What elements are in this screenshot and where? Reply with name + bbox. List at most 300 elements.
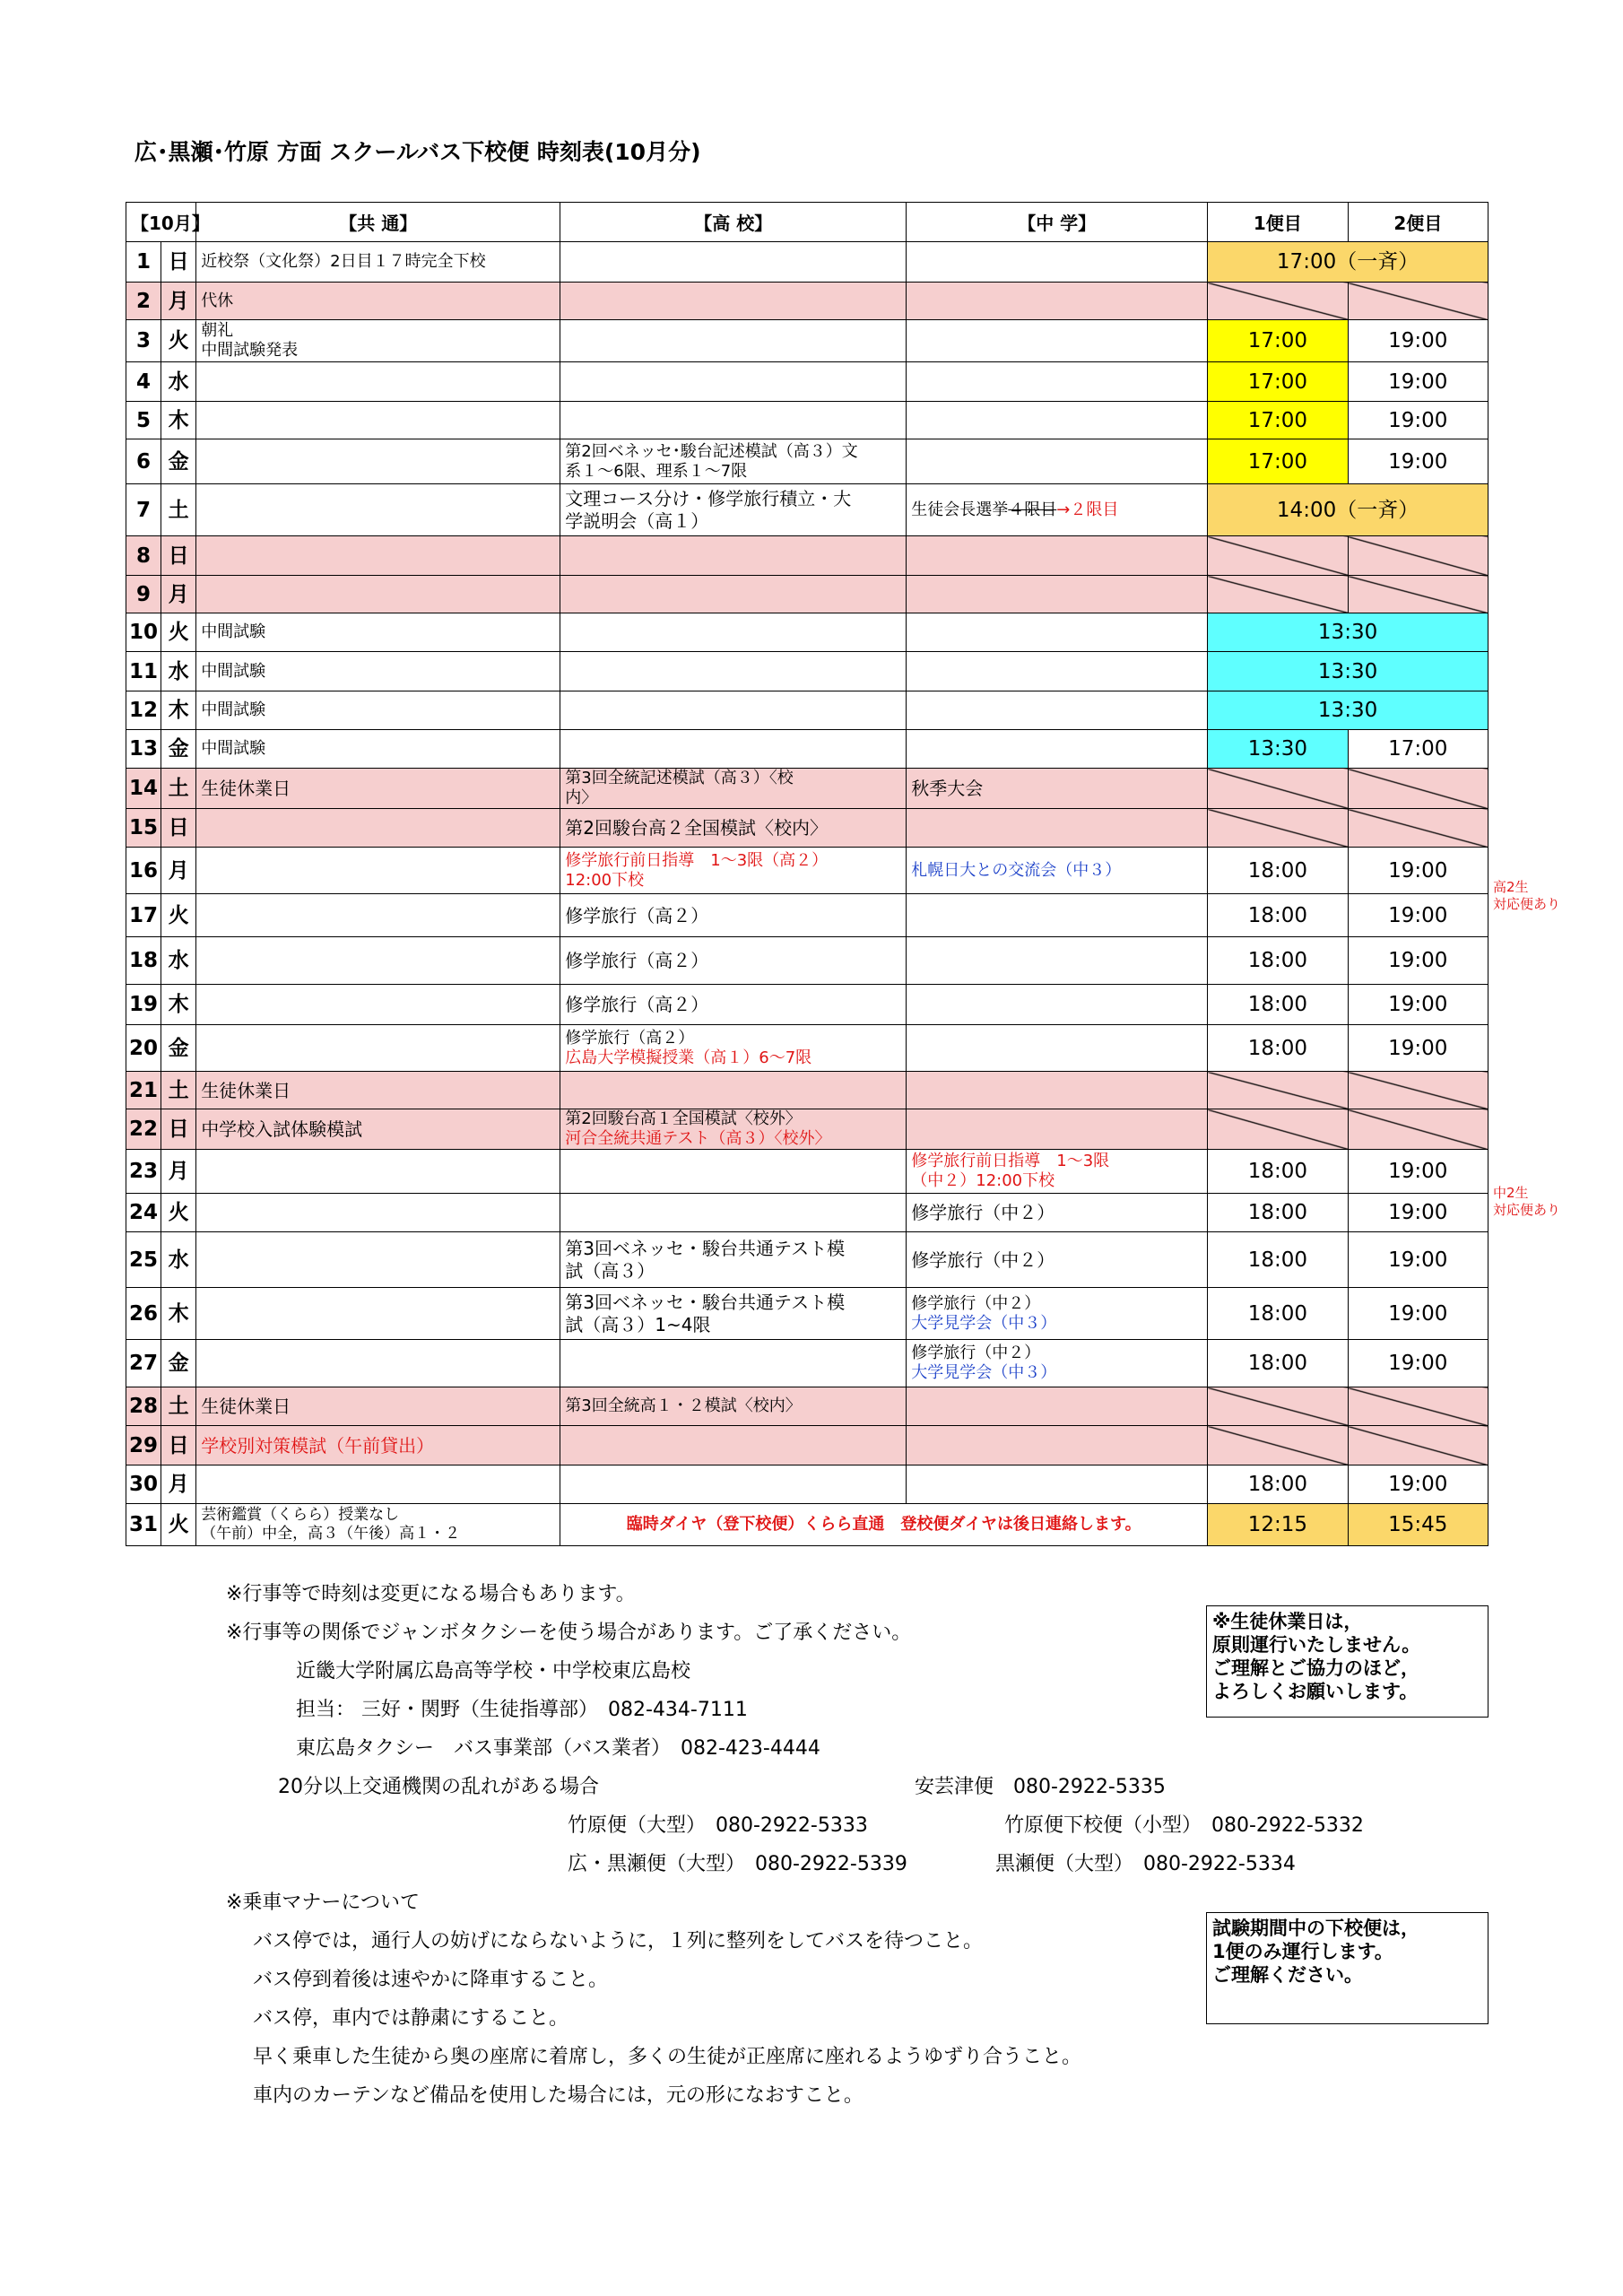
no-service-cell bbox=[1348, 1387, 1488, 1426]
common-cell bbox=[196, 985, 560, 1025]
bus-time-cell: 17:00（一斉） bbox=[1208, 242, 1488, 283]
common-cell: 生徒休業日 bbox=[196, 769, 560, 809]
weekday-cell: 火 bbox=[161, 1194, 196, 1232]
no-service-cell bbox=[1348, 576, 1488, 613]
day-cell: 16 bbox=[126, 848, 161, 894]
junior-text: 生徒会長選挙 bbox=[911, 500, 1009, 519]
junior-cell bbox=[907, 320, 1208, 362]
day-cell: 21 bbox=[126, 1072, 161, 1109]
no-service-cell bbox=[1208, 1387, 1348, 1426]
bus2-time: 19:00 bbox=[1348, 320, 1488, 362]
high-cell bbox=[560, 320, 907, 362]
table-row bbox=[126, 652, 1488, 691]
day-cell: 2 bbox=[126, 283, 161, 320]
table-row bbox=[126, 985, 1488, 1025]
bus1-time: 17:00 bbox=[1208, 362, 1348, 402]
no-service-cell bbox=[1348, 283, 1488, 320]
high-cell bbox=[560, 1426, 907, 1465]
bus2-time: 19:00 bbox=[1348, 402, 1488, 439]
table-row bbox=[126, 848, 1488, 894]
side-note bbox=[1493, 879, 1560, 913]
common-cell bbox=[196, 1150, 560, 1194]
common-line: 中間試験発表 bbox=[201, 341, 299, 360]
junior-cell bbox=[907, 1288, 1208, 1340]
table-row bbox=[126, 1340, 1488, 1387]
bus2-time: 19:00 bbox=[1348, 985, 1488, 1025]
junior-cell: 修学旅行（中２） bbox=[907, 1232, 1208, 1288]
high-cell: 修学旅行（高２） bbox=[560, 937, 907, 985]
no-service-cell bbox=[1208, 283, 1348, 320]
bus-time-cell: 13:30 bbox=[1208, 613, 1488, 652]
high-cell bbox=[560, 613, 907, 652]
junior-cell bbox=[907, 439, 1208, 484]
day-cell: 15 bbox=[126, 809, 161, 848]
weekday-cell: 水 bbox=[161, 652, 196, 691]
changed-text: →２限目 bbox=[1056, 500, 1119, 519]
bus-time-cell: 13:30 bbox=[1208, 691, 1488, 730]
no-service-cell bbox=[1208, 536, 1348, 576]
bus1-time: 18:00 bbox=[1208, 985, 1348, 1025]
table-row bbox=[126, 1025, 1488, 1072]
no-service-cell bbox=[1208, 576, 1348, 613]
no-service-cell bbox=[1348, 769, 1488, 809]
weekday-cell: 水 bbox=[161, 362, 196, 402]
high-line: 系１～6限、理系１～7限 bbox=[565, 461, 748, 481]
delay-note: 20分以上交通機関の乱れがある場合 bbox=[278, 1776, 599, 1798]
no-service-cell bbox=[1348, 809, 1488, 848]
weekday-cell: 土 bbox=[161, 1387, 196, 1426]
school-name: 近畿大学附属広島高等学校・中学校東広島校 bbox=[296, 1660, 691, 1683]
bus1-time: 18:00 bbox=[1208, 894, 1348, 937]
common-cell bbox=[196, 894, 560, 937]
bus1-time: 18:00 bbox=[1208, 937, 1348, 985]
weekday-cell: 金 bbox=[161, 439, 196, 484]
table-row bbox=[126, 1072, 1488, 1109]
phone-line: 竹原便（大型） 080-2922-5333 bbox=[568, 1814, 868, 1837]
table-row bbox=[126, 937, 1488, 985]
weekday-cell: 月 bbox=[161, 283, 196, 320]
weekday-cell: 土 bbox=[161, 484, 196, 536]
high-cell bbox=[560, 769, 907, 809]
table-row bbox=[126, 576, 1488, 613]
phone-line: 広・黒瀬便（大型） 080-2922-5339 bbox=[568, 1853, 907, 1875]
page-title: 広･黒瀬･竹原 方面 スクールバス下校便 時刻表(10月分) bbox=[135, 139, 701, 165]
no-service-cell bbox=[1348, 1426, 1488, 1465]
high-cell bbox=[560, 1109, 907, 1150]
high-cell bbox=[560, 848, 907, 894]
box-line: 1便のみ運行します。 bbox=[1212, 1941, 1393, 1962]
phone-line: 安芸津便 080-2922-5335 bbox=[915, 1776, 1166, 1798]
high-line: 試（高３） bbox=[565, 1259, 655, 1282]
bus2-time: 19:00 bbox=[1348, 848, 1488, 894]
high-cell bbox=[560, 402, 907, 439]
day-cell: 3 bbox=[126, 320, 161, 362]
common-cell bbox=[196, 536, 560, 576]
common-line: （午前）中全，高３（午後）高１・２ bbox=[201, 1525, 461, 1543]
contact-line: 担当： 三好・関野（生徒指導部） 082-434-7111 bbox=[296, 1699, 748, 1721]
bus2-time: 19:00 bbox=[1348, 362, 1488, 402]
common-cell bbox=[196, 937, 560, 985]
junior-cell bbox=[907, 613, 1208, 652]
manner-line: 早く乗車した生徒から奥の座席に着席し，多くの生徒が正座席に座れるようゆずり合うこと。 bbox=[253, 2046, 1082, 2068]
table-row bbox=[126, 1232, 1488, 1288]
day-cell: 9 bbox=[126, 576, 161, 613]
weekday-cell: 金 bbox=[161, 1025, 196, 1072]
high-cell bbox=[560, 1465, 907, 1504]
high-cell: 修学旅行（高２） bbox=[560, 894, 907, 937]
common-cell: 中学校入試体験模試 bbox=[196, 1109, 560, 1150]
junior-cell bbox=[907, 402, 1208, 439]
junior-line: 大学見学会（中３） bbox=[911, 1313, 1057, 1333]
common-cell: 代休 bbox=[196, 283, 560, 320]
bus2-time: 19:00 bbox=[1348, 1150, 1488, 1194]
day-cell: 5 bbox=[126, 402, 161, 439]
table-row bbox=[126, 1288, 1488, 1340]
exam-notice-box bbox=[1206, 1912, 1488, 2024]
junior-cell bbox=[907, 484, 1208, 536]
day-cell: 6 bbox=[126, 439, 161, 484]
common-cell bbox=[196, 1340, 560, 1387]
table-row bbox=[126, 484, 1488, 536]
junior-cell bbox=[907, 242, 1208, 283]
weekday-cell: 日 bbox=[161, 242, 196, 283]
high-cell bbox=[560, 536, 907, 576]
weekday-cell: 火 bbox=[161, 1504, 196, 1546]
bus1-time: 18:00 bbox=[1208, 1232, 1348, 1288]
common-cell: 中間試験 bbox=[196, 652, 560, 691]
junior-cell bbox=[907, 809, 1208, 848]
junior-cell bbox=[907, 1387, 1208, 1426]
common-cell bbox=[196, 809, 560, 848]
high-cell bbox=[560, 1340, 907, 1387]
bus1-time: 12:15 bbox=[1208, 1504, 1348, 1546]
weekday-cell: 水 bbox=[161, 937, 196, 985]
no-service-cell bbox=[1208, 1426, 1348, 1465]
day-cell: 31 bbox=[126, 1504, 161, 1546]
header-high: 【高 校】 bbox=[560, 203, 907, 242]
bus2-time: 17:00 bbox=[1348, 730, 1488, 769]
day-cell: 27 bbox=[126, 1340, 161, 1387]
bus-time-cell: 13:30 bbox=[1208, 652, 1488, 691]
day-cell: 29 bbox=[126, 1426, 161, 1465]
junior-cell: 修学旅行（中２） bbox=[907, 1194, 1208, 1232]
common-cell bbox=[196, 1504, 560, 1546]
weekday-cell: 日 bbox=[161, 809, 196, 848]
junior-cell bbox=[907, 536, 1208, 576]
high-cell bbox=[560, 242, 907, 283]
high-line: 内〉 bbox=[565, 788, 598, 807]
day-cell: 12 bbox=[126, 691, 161, 730]
box-line: 原則運行いたしません。 bbox=[1212, 1634, 1421, 1656]
table-row bbox=[126, 894, 1488, 937]
company-line: 東広島タクシー バス事業部（バス業者） 082-423-4444 bbox=[296, 1737, 820, 1760]
table-row bbox=[126, 730, 1488, 769]
junior-line: 大学見学会（中３） bbox=[911, 1363, 1057, 1382]
day-cell: 26 bbox=[126, 1288, 161, 1340]
bus1-time: 17:00 bbox=[1208, 439, 1348, 484]
manner-line: バス停では，通行人の妨げにならないように，１列に整列をしてバスを待つこと。 bbox=[253, 1930, 984, 1952]
table-row bbox=[126, 320, 1488, 362]
high-cell bbox=[560, 1232, 907, 1288]
phone-line: 竹原便下校便（小型） 080-2922-5332 bbox=[1004, 1814, 1364, 1837]
no-service-cell bbox=[1208, 1072, 1348, 1109]
no-service-cell bbox=[1208, 809, 1348, 848]
bus2-time: 19:00 bbox=[1348, 1232, 1488, 1288]
box-line: ご理解とご協力のほど， bbox=[1212, 1657, 1419, 1679]
side-note-line: 対応便あり bbox=[1493, 896, 1561, 912]
manner-line: バス停，車内では静粛にすること。 bbox=[253, 2007, 569, 2030]
common-cell: 中間試験 bbox=[196, 691, 560, 730]
bus1-time: 17:00 bbox=[1208, 320, 1348, 362]
weekday-cell: 日 bbox=[161, 1109, 196, 1150]
bus2-time: 19:00 bbox=[1348, 1194, 1488, 1232]
day-cell: 20 bbox=[126, 1025, 161, 1072]
high-cell: 第2回駿台高２全国模試〈校内〉 bbox=[560, 809, 907, 848]
table-row bbox=[126, 1194, 1488, 1232]
high-cell bbox=[560, 1072, 907, 1109]
common-line: 芸術鑑賞（くらら）授業なし bbox=[201, 1506, 400, 1524]
day-cell: 11 bbox=[126, 652, 161, 691]
high-line: 第3回全統記述模試（高３）〈校 bbox=[565, 769, 794, 787]
high-cell bbox=[560, 439, 907, 484]
high-cell bbox=[560, 1194, 907, 1232]
high-line: 修学旅行前日指導 1～3限（高２） bbox=[565, 850, 829, 870]
header-month: 【10月】 bbox=[126, 203, 196, 242]
phone-line: 黒瀬便（大型） 080-2922-5334 bbox=[995, 1853, 1296, 1875]
junior-line: 修学旅行前日指導 1～3限 bbox=[911, 1152, 1110, 1170]
table-row bbox=[126, 769, 1488, 809]
header-common: 【共 通】 bbox=[196, 203, 560, 242]
junior-cell bbox=[907, 576, 1208, 613]
day-cell: 13 bbox=[126, 730, 161, 769]
table-row bbox=[126, 1504, 1488, 1546]
weekday-cell: 土 bbox=[161, 769, 196, 809]
junior-cell bbox=[907, 1025, 1208, 1072]
common-cell: 生徒休業日 bbox=[196, 1387, 560, 1426]
junior-line: 修学旅行（中２） bbox=[911, 1293, 1041, 1313]
bus1-time: 18:00 bbox=[1208, 848, 1348, 894]
table-row bbox=[126, 1109, 1488, 1150]
day-cell: 19 bbox=[126, 985, 161, 1025]
header-bus1: 1便目 bbox=[1208, 203, 1348, 242]
box-line: よろしくお願いします。 bbox=[1212, 1681, 1419, 1702]
common-cell bbox=[196, 1025, 560, 1072]
junior-cell bbox=[907, 1109, 1208, 1150]
box-line: 試験期間中の下校便は， bbox=[1212, 1918, 1419, 1939]
weekday-cell: 金 bbox=[161, 730, 196, 769]
day-cell: 17 bbox=[126, 894, 161, 937]
common-cell bbox=[196, 484, 560, 536]
junior-cell: 札幌日大との交流会（中３） bbox=[907, 848, 1208, 894]
table-row bbox=[126, 1387, 1488, 1426]
bus2-time: 19:00 bbox=[1348, 1025, 1488, 1072]
weekday-cell: 木 bbox=[161, 985, 196, 1025]
high-cell: 修学旅行（高２） bbox=[560, 985, 907, 1025]
common-cell bbox=[196, 1465, 560, 1504]
bus1-time: 18:00 bbox=[1208, 1025, 1348, 1072]
weekday-cell: 月 bbox=[161, 1465, 196, 1504]
high-cell bbox=[560, 362, 907, 402]
side-note-line: 中2生 bbox=[1493, 1185, 1529, 1201]
day-cell: 30 bbox=[126, 1465, 161, 1504]
bus2-time: 19:00 bbox=[1348, 1288, 1488, 1340]
junior-cell bbox=[907, 652, 1208, 691]
table-row bbox=[126, 283, 1488, 320]
timetable bbox=[126, 202, 1488, 1546]
junior-cell bbox=[907, 1072, 1208, 1109]
bus2-time: 19:00 bbox=[1348, 1465, 1488, 1504]
bus1-time: 17:00 bbox=[1208, 402, 1348, 439]
manner-line: バス停到着後は速やかに降車すること。 bbox=[253, 1969, 609, 1991]
junior-cell bbox=[907, 730, 1208, 769]
side-note bbox=[1493, 1185, 1560, 1219]
header-bus2: 2便目 bbox=[1348, 203, 1488, 242]
day-cell: 10 bbox=[126, 613, 161, 652]
bus1-time: 18:00 bbox=[1208, 1288, 1348, 1340]
high-line: 試（高３）1~4限 bbox=[565, 1313, 711, 1335]
common-cell: 中間試験 bbox=[196, 730, 560, 769]
weekday-cell: 日 bbox=[161, 536, 196, 576]
day-cell: 4 bbox=[126, 362, 161, 402]
weekday-cell: 木 bbox=[161, 691, 196, 730]
high-cell bbox=[560, 730, 907, 769]
junior-cell bbox=[907, 985, 1208, 1025]
high-line: 第2回駿台高１全国模試〈校外〉 bbox=[565, 1109, 802, 1128]
common-cell bbox=[196, 1194, 560, 1232]
header-junior: 【中 学】 bbox=[907, 203, 1208, 242]
weekday-cell: 月 bbox=[161, 848, 196, 894]
high-cell: 第3回全統高１・２模試〈校内〉 bbox=[560, 1387, 907, 1426]
junior-cell bbox=[907, 937, 1208, 985]
high-line: 第3回ベネッセ・駿台共通テスト模 bbox=[565, 1237, 846, 1259]
holiday-notice-box bbox=[1206, 1605, 1488, 1718]
common-cell bbox=[196, 320, 560, 362]
weekday-cell: 火 bbox=[161, 613, 196, 652]
box-line: ※生徒休業日は， bbox=[1212, 1611, 1363, 1632]
bus1-time: 18:00 bbox=[1208, 1340, 1348, 1387]
no-service-cell bbox=[1208, 1109, 1348, 1150]
table-row bbox=[126, 439, 1488, 484]
table-row bbox=[126, 536, 1488, 576]
bus1-time: 18:00 bbox=[1208, 1150, 1348, 1194]
weekday-cell: 土 bbox=[161, 1072, 196, 1109]
high-cell bbox=[560, 283, 907, 320]
table-row bbox=[126, 1150, 1488, 1194]
junior-cell bbox=[907, 362, 1208, 402]
table-row bbox=[126, 242, 1488, 283]
common-cell bbox=[196, 402, 560, 439]
bus2-time: 19:00 bbox=[1348, 439, 1488, 484]
table-row bbox=[126, 362, 1488, 402]
bus-time-cell: 14:00（一斉） bbox=[1208, 484, 1488, 536]
junior-line: 修学旅行（中２） bbox=[911, 1344, 1041, 1362]
bus1-time: 18:00 bbox=[1208, 1465, 1348, 1504]
high-cell bbox=[560, 691, 907, 730]
table-row bbox=[126, 613, 1488, 652]
junior-cell bbox=[907, 894, 1208, 937]
junior-cell bbox=[907, 1150, 1208, 1194]
notice-line: ※行事等で時刻は変更になる場合もあります。 bbox=[226, 1583, 636, 1605]
junior-cell bbox=[907, 1465, 1208, 1504]
common-cell bbox=[196, 1232, 560, 1288]
high-cell bbox=[560, 652, 907, 691]
high-cell bbox=[560, 1150, 907, 1194]
weekday-cell: 日 bbox=[161, 1426, 196, 1465]
high-line: 修学旅行（高２） bbox=[565, 1028, 695, 1048]
common-cell bbox=[196, 362, 560, 402]
table-row bbox=[126, 1426, 1488, 1465]
weekday-cell: 木 bbox=[161, 1288, 196, 1340]
notice-line: ※行事等の関係でジャンボタクシーを使う場合があります。ご了承ください。 bbox=[226, 1622, 912, 1644]
table-row bbox=[126, 402, 1488, 439]
bus2-time: 19:00 bbox=[1348, 937, 1488, 985]
weekday-cell: 水 bbox=[161, 1232, 196, 1288]
high-cell bbox=[560, 576, 907, 613]
no-service-cell bbox=[1348, 1109, 1488, 1150]
no-service-cell bbox=[1348, 1072, 1488, 1109]
high-line: 12:00下校 bbox=[565, 870, 645, 890]
day-cell: 14 bbox=[126, 769, 161, 809]
manner-title: ※乗車マナーについて bbox=[226, 1892, 420, 1914]
table-row bbox=[126, 691, 1488, 730]
special-schedule-cell: 臨時ダイヤ（登下校便）くらら直通 登校便ダイヤは後日連絡します。 bbox=[560, 1504, 1208, 1546]
table-row bbox=[126, 1465, 1488, 1504]
bus1-time: 18:00 bbox=[1208, 1194, 1348, 1232]
common-cell bbox=[196, 848, 560, 894]
common-cell: 生徒休業日 bbox=[196, 1072, 560, 1109]
day-cell: 25 bbox=[126, 1232, 161, 1288]
weekday-cell: 月 bbox=[161, 576, 196, 613]
no-service-cell bbox=[1208, 769, 1348, 809]
day-cell: 8 bbox=[126, 536, 161, 576]
high-cell bbox=[560, 1025, 907, 1072]
bus2-time: 19:00 bbox=[1348, 894, 1488, 937]
junior-cell bbox=[907, 1340, 1208, 1387]
high-line: 広島大学模擬授業（高１）6～7限 bbox=[565, 1048, 812, 1067]
common-cell bbox=[196, 1288, 560, 1340]
common-cell: 近校祭（文化祭）2日目１７時完全下校 bbox=[196, 242, 560, 283]
weekday-cell: 金 bbox=[161, 1340, 196, 1387]
bus2-time: 15:45 bbox=[1348, 1504, 1488, 1546]
no-service-cell bbox=[1348, 536, 1488, 576]
junior-line: （中２）12:00下校 bbox=[911, 1171, 1055, 1190]
high-line: 第2回ベネッセ･駿台記述模試（高３）文 bbox=[565, 441, 858, 461]
weekday-cell: 火 bbox=[161, 320, 196, 362]
common-cell: 学校別対策模試（午前貸出） bbox=[196, 1426, 560, 1465]
common-cell bbox=[196, 576, 560, 613]
day-cell: 24 bbox=[126, 1194, 161, 1232]
weekday-cell: 火 bbox=[161, 894, 196, 937]
weekday-cell: 月 bbox=[161, 1150, 196, 1194]
high-line: 学説明会（高１） bbox=[565, 509, 709, 532]
day-cell: 22 bbox=[126, 1109, 161, 1150]
high-cell bbox=[560, 484, 907, 536]
manner-line: 車内のカーテンなど備品を使用した場合には，元の形になおすこと。 bbox=[253, 2084, 864, 2107]
junior-cell bbox=[907, 691, 1208, 730]
side-note-line: 対応便あり bbox=[1493, 1202, 1561, 1218]
side-note-line: 高2生 bbox=[1493, 879, 1529, 895]
struck-text: ４限目 bbox=[1008, 500, 1057, 519]
day-cell: 7 bbox=[126, 484, 161, 536]
high-line: 河合全統共通テスト（高３）〈校外〉 bbox=[565, 1129, 831, 1148]
box-line: ご理解ください。 bbox=[1212, 1964, 1363, 1986]
day-cell: 23 bbox=[126, 1150, 161, 1194]
junior-cell: 秋季大会 bbox=[907, 769, 1208, 809]
common-cell bbox=[196, 439, 560, 484]
bus1-time: 13:30 bbox=[1208, 730, 1348, 769]
high-line: 第3回ベネッセ・駿台共通テスト模 bbox=[565, 1291, 846, 1313]
high-line: 文理コース分け・修学旅行積立・大 bbox=[565, 487, 852, 509]
